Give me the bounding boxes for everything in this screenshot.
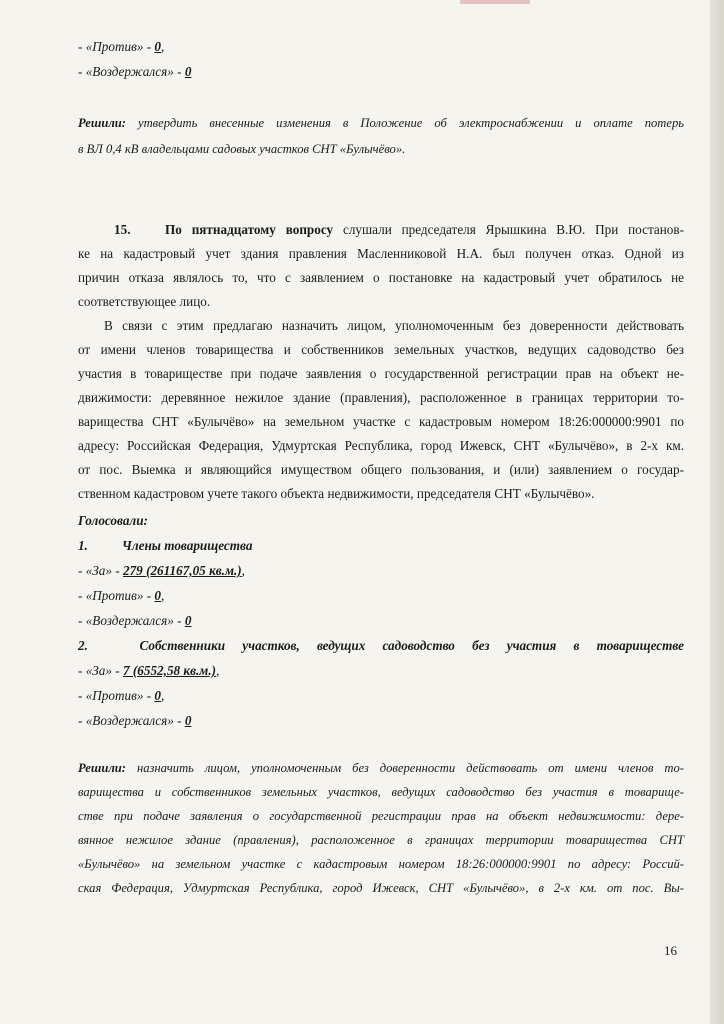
group-2-against-value: 0 bbox=[154, 688, 162, 703]
item-15-para2-line-7: от пос. Выемка и являющийся имуществом общего пользования, и (или) заявлением о государ- bbox=[78, 462, 684, 477]
decision-2-line-1: Решили: назначить лицом, уполномоченным без доверенности действовать от имени членов то- bbox=[78, 761, 684, 775]
item-15-para2-line-8: ственном кадастровом учете такого объекта недвижимости, председателя СНТ «Булычёво». bbox=[78, 486, 595, 501]
voting-title: Голосовали: bbox=[78, 513, 148, 528]
vote-abstained-line: - «Воздержался» - 0 bbox=[78, 64, 192, 79]
page-number: 16 bbox=[664, 943, 677, 958]
vote-abstained-value: 0 bbox=[184, 64, 192, 79]
decision-1-line-2: в ВЛ 0,4 кВ владельцами садовых участков СНТ «Булычёво». bbox=[78, 142, 406, 156]
decision-2-line-4: вянное нежилое здание (правления), расположенное в границах территории товарищества СНТ bbox=[78, 833, 684, 847]
group-1-abstained-value: 0 bbox=[184, 613, 192, 628]
item-15-line-1: 15. По пятнадцатому вопросу слушали председателя Ярышкина В.Ю. При постанов- bbox=[78, 218, 684, 242]
scan-mark bbox=[460, 0, 530, 4]
voting-block bbox=[78, 508, 684, 733]
group-1-against-value: 0 bbox=[154, 588, 162, 603]
group-1-for-line: - «За» - 279 (261167,05 кв.м.), bbox=[78, 563, 245, 578]
decision-block-2 bbox=[78, 756, 684, 900]
item-number: 15. bbox=[114, 222, 131, 237]
group-1-abstained-line: - «Воздержался» - 0 bbox=[78, 613, 192, 628]
item-15-block bbox=[78, 218, 684, 506]
item-15-para2-line-6: адресу: Российская Федерация, Удмуртская Республика, город Ижевск, СНТ «Булычёво», в 2-х км. bbox=[78, 438, 684, 453]
group-2-for-value: 7 (6552,58 кв.м.) bbox=[122, 663, 217, 678]
vote-against-line: - «Против» - 0, bbox=[78, 39, 165, 54]
group-1-title: Члены товарищества bbox=[122, 538, 253, 553]
group-1-against-line: - «Против» - 0, bbox=[78, 588, 165, 603]
group-2-abstained-value: 0 bbox=[184, 713, 192, 728]
group-2-title: Собственники участков, ведущих садоводство без участия в товариществе bbox=[139, 638, 684, 653]
group-1-for-value: 279 (261167,05 кв.м.) bbox=[122, 563, 242, 578]
item-15-line-3: причин отказа являлось то, что с заявлением о постановке на кадастровый учет обратилось не bbox=[78, 270, 684, 285]
item-15-line-2: ке на кадастровый учет здания правления Масленниковой Н.А. был получен отказ. Одной из bbox=[78, 246, 684, 261]
group-2-against-line: - «Против» - 0, bbox=[78, 688, 165, 703]
item-15-para2-line-4: движимости: деревянное нежилое здание (правления), расположенное в границах территории то- bbox=[78, 390, 684, 405]
decision-2-line-2: варищества и собственников земельных участков, ведущих садоводство без участия в товарище- bbox=[78, 785, 684, 799]
item-heading: По пятнадцатому вопросу bbox=[165, 222, 334, 237]
decision-block-1 bbox=[78, 110, 684, 162]
decision-2-line-3: стве при подаче заявления о государственной регистрации прав на объект недвижимости: дере- bbox=[78, 809, 684, 823]
group-1-title-line: 1. Члены товарищества bbox=[78, 538, 253, 553]
item-15-para2-line-3: участия в товариществе при подаче заявления о государственной регистрации прав на объект не- bbox=[78, 366, 684, 381]
decision-label: Решили: bbox=[78, 761, 126, 775]
item-15-para2-line-2: от имени членов товарищества и собственников земельных участков, ведущих садоводство без bbox=[78, 342, 684, 357]
group-2-abstained-line: - «Воздержался» - 0 bbox=[78, 713, 192, 728]
group-2-for-line: - «За» - 7 (6552,58 кв.м.), bbox=[78, 663, 220, 678]
decision-2-line-6: ская Федерация, Удмуртская Республика, город Ижевск, СНТ «Булычёво», в 2-х км. от пос. Вы- bbox=[78, 881, 684, 895]
group-2-title-line: 2. Собственники участков, ведущих садоводство без участия в товариществе bbox=[78, 638, 684, 653]
item-15-para2-line-1: В связи с этим предлагаю назначить лицом, уполномоченным без доверенности действовать bbox=[104, 318, 684, 333]
item-15-line-4: соответствующее лицо. bbox=[78, 294, 211, 309]
decision-2-line-5: «Булычёво» на земельном участке с кадастровым номером 18:26:000000:9901 по адресу: Россий- bbox=[78, 857, 684, 871]
decision-label: Решили: bbox=[78, 116, 126, 130]
decision-1-line-1: Решили: утвердить внесенные изменения в Положение об электроснабжении и оплате потерь bbox=[78, 116, 684, 130]
item-15-para2-line-5: варищества СНТ «Булычёво» на земельном участке с кадастровым номером 18:26:000000:9901 по bbox=[78, 414, 684, 429]
vote-against-value: 0 bbox=[154, 39, 162, 54]
scan-edge bbox=[710, 0, 724, 1024]
